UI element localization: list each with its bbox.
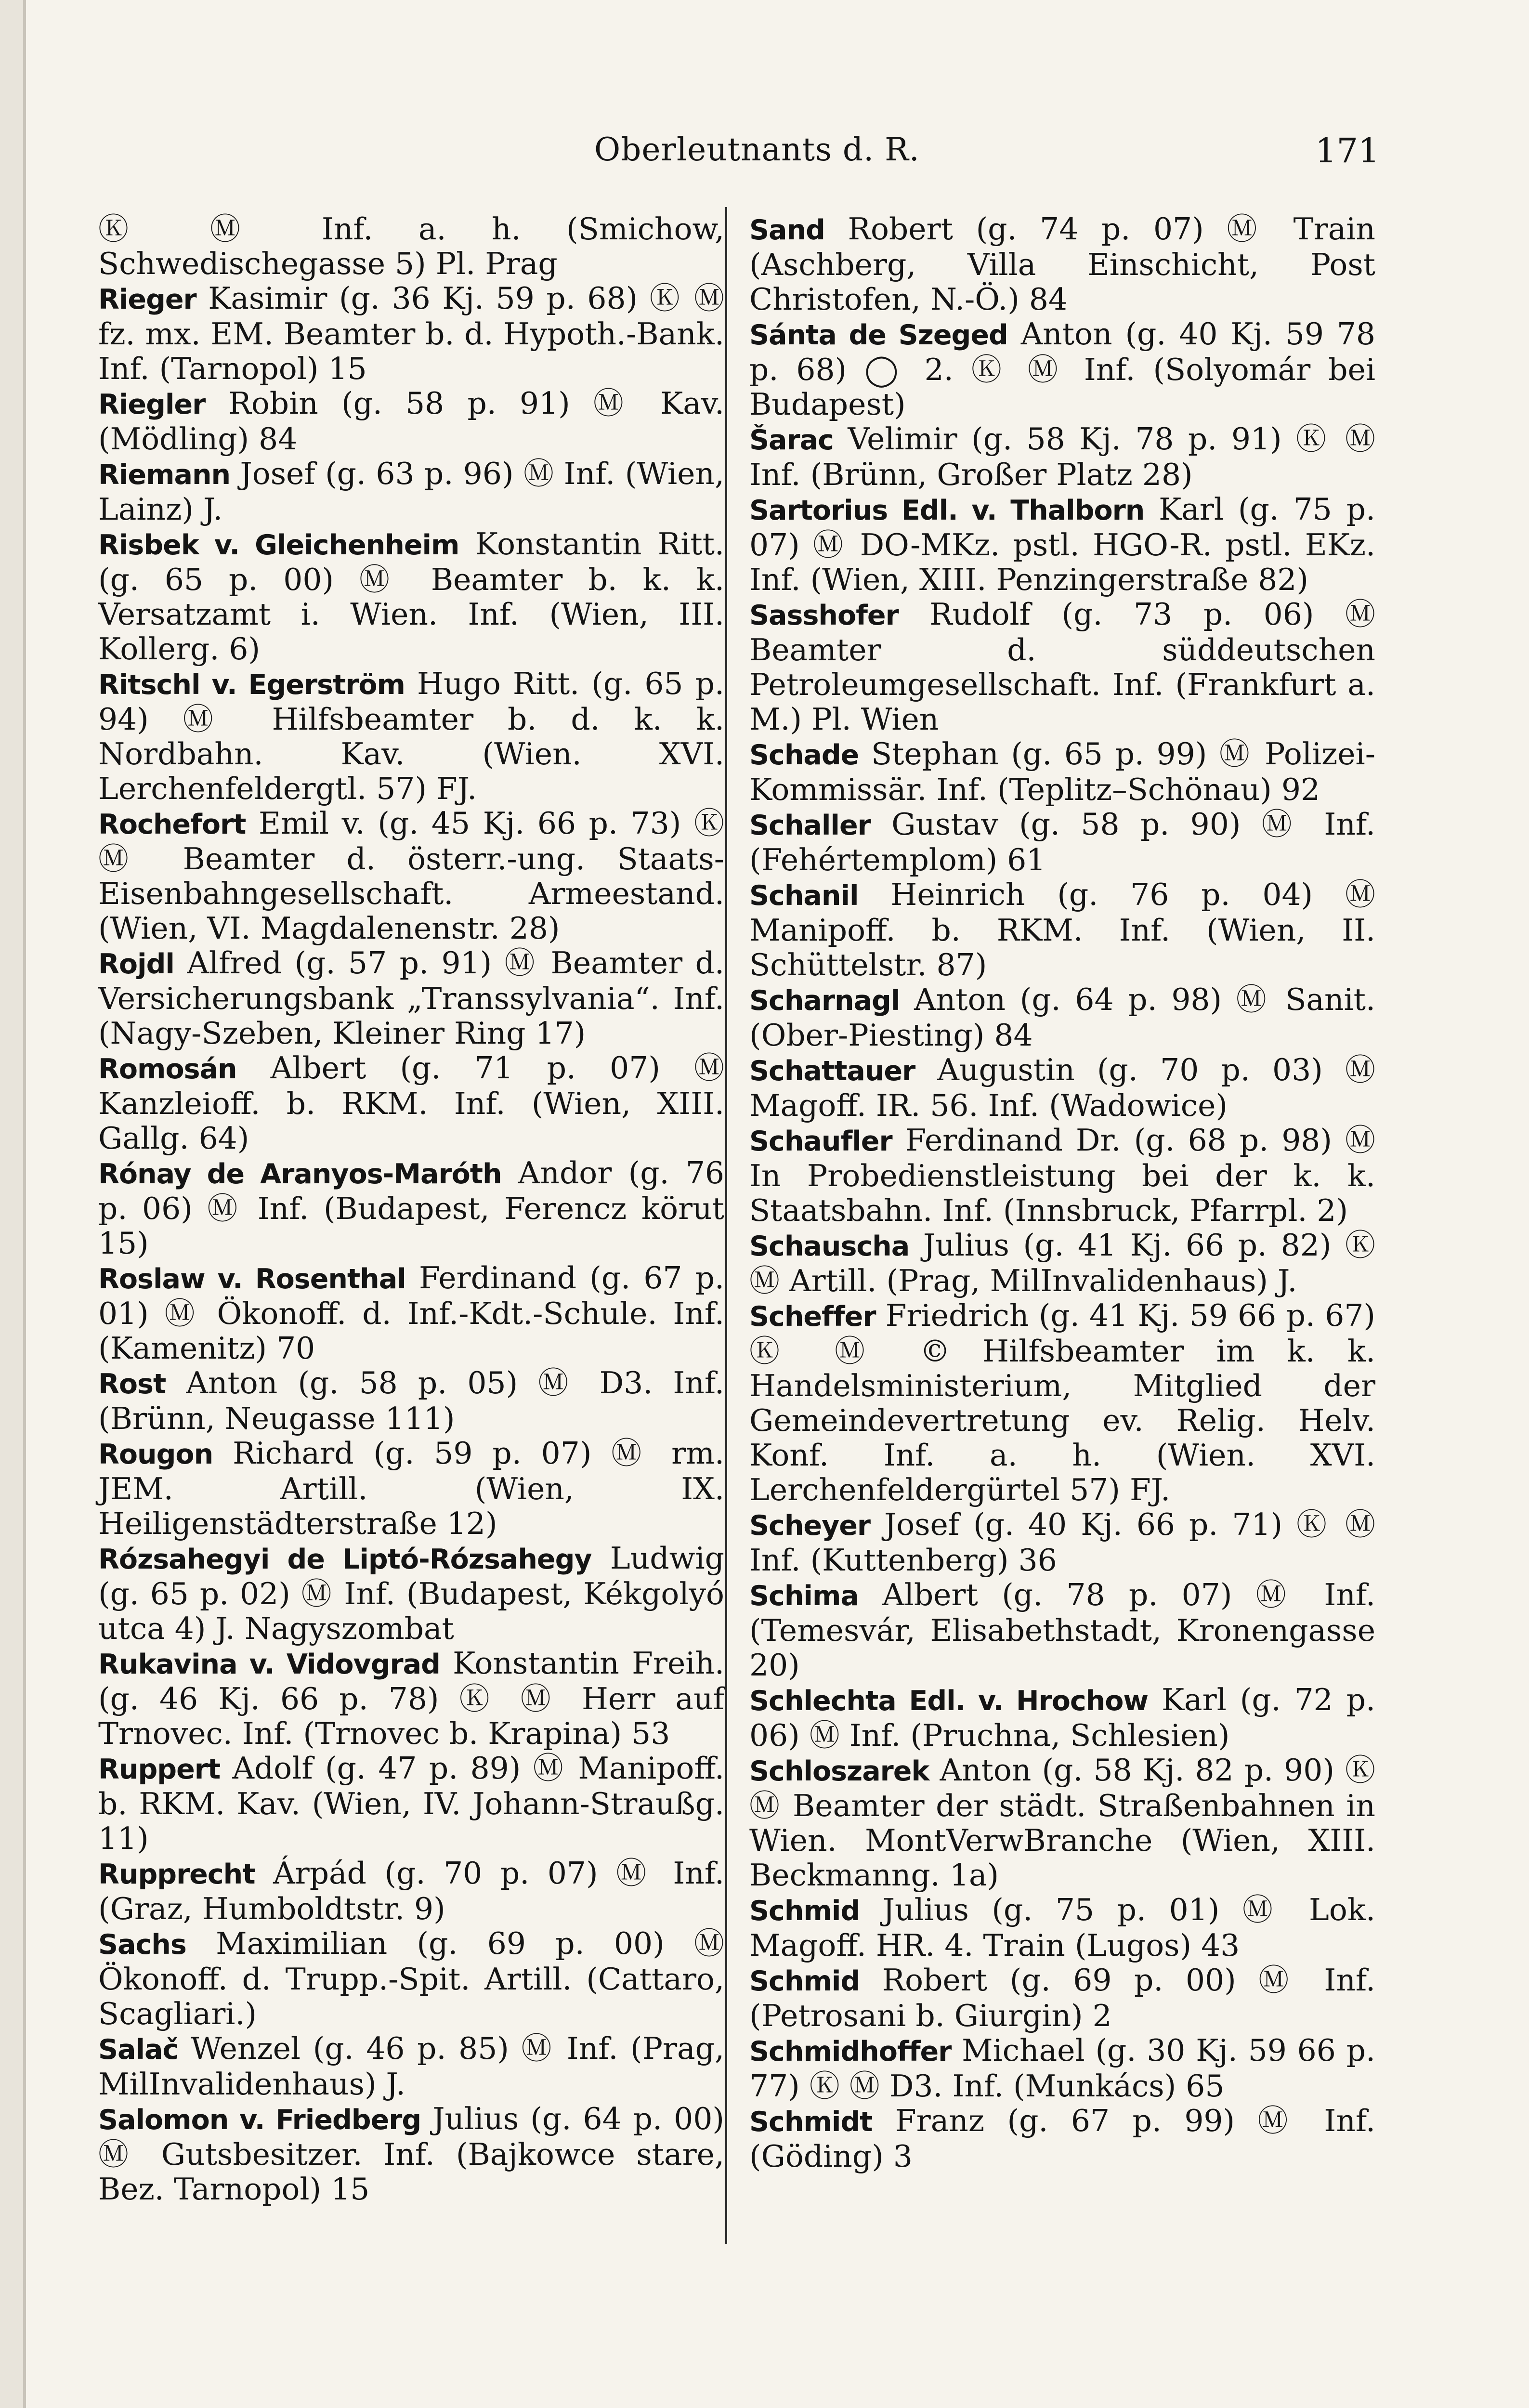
entry-text: Kasimir (g. 36 Kj. 59 p. 68) Ⓚ Ⓜ fz. mx. EM. Beamter b. d. Hypoth.-Bank. Inf. (Tarnopol) 15 — [98, 281, 724, 386]
directory-entry — [749, 422, 1375, 492]
entry-name: Schima — [749, 1580, 859, 1612]
entry-text: Velimir (g. 58 Kj. 78 p. 91) Ⓚ Ⓜ Inf. (Brünn, Großer Platz 28) — [749, 421, 1375, 492]
entry-text: Michael (g. 30 Kj. 59 66 p. 77) Ⓚ Ⓜ D3. Inf. (Munkács) 65 — [749, 2033, 1376, 2104]
entry-name: Rost — [98, 1368, 166, 1400]
entry-text: Ferdinand Dr. (g. 68 p. 98) Ⓜ In Probedienstleistung bei der k. k. Staatsbahn. Inf. (Innsbruck, Pfarrpl. 2) — [749, 1123, 1375, 1228]
right-column — [749, 212, 1375, 2174]
entry-text: Árpád (g. 70 p. 07) Ⓜ Inf. (Graz, Humboldtstr. 9) — [98, 1856, 724, 1926]
entry-name: Schmidt — [749, 2106, 873, 2138]
entry-name: Rochefort — [98, 809, 246, 840]
directory-entry — [749, 597, 1375, 737]
entry-name: Rougon — [98, 1439, 213, 1470]
entry-name: Roslaw v. Rosenthal — [98, 1263, 406, 1295]
directory-entry — [749, 877, 1375, 982]
entry-text: Karl (g. 72 p. 06) Ⓜ Inf. (Pruchna, Schlesien) — [749, 1682, 1376, 1753]
directory-entry — [98, 1646, 724, 1751]
entry-text: Julius (g. 75 p. 01) Ⓜ Lok. Magoff. HR. 4. Train (Lugos) 43 — [749, 1892, 1375, 1963]
entry-text: Richard (g. 59 p. 07) Ⓜ rm. JEM. Artill. (Wien, IX. Heiligenstädterstraße 12) — [98, 1436, 724, 1541]
directory-entry — [749, 1228, 1375, 1298]
directory-entry — [98, 1541, 724, 1646]
entry-text: Franz (g. 67 p. 99) Ⓜ Inf. (Göding) 3 — [749, 2103, 1375, 2174]
directory-entry — [98, 2102, 724, 2207]
entry-text: Robin (g. 58 p. 91) Ⓜ Kav. (Mödling) 84 — [98, 386, 724, 457]
directory-entry — [98, 1261, 724, 1366]
entry-name: Rukavina v. Vidovgrad — [98, 1649, 440, 1680]
directory-entry — [98, 212, 724, 281]
directory-entry — [98, 1926, 724, 2031]
column-divider — [725, 207, 727, 2244]
directory-entry — [749, 2033, 1375, 2104]
entry-text: Emil v. (g. 45 Kj. 66 p. 73) Ⓚ Ⓜ Beamter d. österr.-ung. Staats-Eisenbahngesellschaft. Armeestand. (Wien, VI. Magdalenenstr. 28) — [98, 806, 724, 946]
entry-text: Ⓚ Ⓜ Inf. a. h. (Smichow, Schwedischegasse 5) Pl. Prag — [98, 211, 724, 281]
entry-name: Scheyer — [749, 1510, 871, 1542]
directory-entry — [98, 1751, 724, 1856]
entry-text: Konstantin Freih. (g. 46 Kj. 66 p. 78) Ⓚ Ⓜ Herr auf Trnovec. Inf. (Trnovec b. Krapina) 53 — [98, 1646, 724, 1751]
directory-entry — [749, 1683, 1375, 1753]
entry-name: Schaufler — [749, 1125, 892, 1157]
directory-entry — [98, 2031, 724, 2102]
directory-entry — [98, 527, 724, 667]
entry-text: Konstantin Ritt. (g. 65 p. 00) Ⓜ Beamter b. k. k. Versatzamt i. Wien. Inf. (Wien, III. Kollerg. 6) — [98, 526, 724, 667]
entry-text: Augustin (g. 70 p. 03) Ⓜ Magoff. IR. 56. Inf. (Wadowice) — [749, 1052, 1376, 1123]
directory-entry — [98, 1051, 724, 1156]
entry-name: Rieger — [98, 284, 196, 315]
entry-text: Ferdinand (g. 67 p. 01) Ⓜ Ökonoff. d. Inf.-Kdt.-Schule. Inf. (Kamenitz) 70 — [98, 1260, 725, 1366]
directory-entry — [98, 1366, 724, 1436]
entry-name: Riemann — [98, 459, 231, 491]
entry-text: Robert (g. 69 p. 00) Ⓜ Inf. (Petrosani b. Giurgin) 2 — [749, 1963, 1375, 2033]
entry-text: Anton (g. 58 Kj. 82 p. 90) Ⓚ Ⓜ Beamter der städt. Straßenbahnen in Wien. MontVerwBranche (Wien, XIII. Beckmanng. 1a) — [749, 1753, 1375, 1893]
entry-name: Risbek v. Gleichenheim — [98, 529, 459, 561]
entry-name: Rónay de Aranyos-Maróth — [98, 1158, 502, 1190]
entry-text: Albert (g. 78 p. 07) Ⓜ Inf. (Temesvár, Elisabethstadt, Kronengasse 20) — [749, 1577, 1375, 1683]
entry-name: Šarac — [749, 424, 834, 456]
entry-name: Schanil — [749, 880, 859, 912]
entry-name: Sartorius Edl. v. Thalborn — [749, 495, 1145, 526]
directory-entry — [749, 1753, 1375, 1893]
entry-text: Ludwig (g. 65 p. 02) Ⓜ Inf. (Budapest, Kékgolyó utca 4) J. Nagyszombat — [98, 1541, 724, 1646]
entry-text: Josef (g. 40 Kj. 66 p. 71) Ⓚ Ⓜ Inf. (Kuttenberg) 36 — [749, 1507, 1376, 1578]
entry-text: Anton (g. 40 Kj. 59 78 p. 68) ◯ 2. Ⓚ Ⓜ Inf. (Solyomár bei Budapest) — [749, 316, 1376, 422]
directory-entry — [98, 806, 724, 946]
entry-name: Scheffer — [749, 1301, 876, 1333]
entry-text: Rudolf (g. 73 p. 06) Ⓜ Beamter d. süddeutschen Petroleumgesellschaft. Inf. (Frankfurt a. M.) Pl. Wien — [749, 597, 1375, 737]
directory-entry — [749, 737, 1375, 807]
entry-name: Schauscha — [749, 1230, 910, 1262]
entry-text: Adolf (g. 47 p. 89) Ⓜ Manipoff. b. RKM. Kav. (Wien, IV. Johann-Straußg. 11) — [98, 1751, 724, 1856]
entry-name: Rojdl — [98, 948, 174, 980]
entry-name: Schmid — [749, 1965, 860, 1997]
entry-name: Schattauer — [749, 1055, 915, 1087]
entry-name: Schmid — [749, 1895, 860, 1927]
entry-text: Albert (g. 71 p. 07) Ⓜ Kanzleioff. b. RKM. Inf. (Wien, XIII. Gallg. 64) — [98, 1050, 724, 1156]
entry-name: Sand — [749, 214, 825, 246]
entry-text: Hugo Ritt. (g. 65 p. 94) Ⓜ Hilfsbeamter b. d. k. k. Nordbahn. Kav. (Wien. XVI. Lerchenfeldergtl. 57) FJ. — [98, 666, 724, 806]
page-header-title: Oberleutnants d. R. — [594, 131, 920, 168]
directory-entry — [98, 1856, 724, 1926]
directory-entry — [98, 667, 724, 806]
entry-text: Anton (g. 58 p. 05) Ⓜ D3. Inf. (Brünn, Neugasse 111) — [98, 1365, 724, 1436]
entry-text: Anton (g. 64 p. 98) Ⓜ Sanit. (Ober-Piesting) 84 — [749, 982, 1376, 1053]
directory-entry — [98, 281, 724, 386]
entry-name: Scharnagl — [749, 985, 900, 1017]
entry-name: Schlechta Edl. v. Hrochow — [749, 1685, 1149, 1717]
entry-name: Sánta de Szeged — [749, 319, 1008, 351]
entry-name: Romosán — [98, 1053, 237, 1085]
entry-text: Julius (g. 64 p. 00) Ⓜ Gutsbesitzer. Inf. (Bajkowce stare, Bez. Tarnopol) 15 — [98, 2101, 724, 2207]
entry-name: Schaller — [749, 810, 871, 841]
entry-text: Robert (g. 74 p. 07) Ⓜ Train (Aschberg, Villa Einschicht, Post Christofen, N.-Ö.) 84 — [749, 211, 1375, 317]
entry-text: Josef (g. 63 p. 96) Ⓜ Inf. (Wien, Lainz) J. — [98, 456, 724, 527]
entry-text: Maximilian (g. 69 p. 00) Ⓜ Ökonoff. d. Trupp.-Spit. Artill. (Cattaro, Scagliari.) — [98, 1926, 724, 2031]
directory-entry — [98, 946, 724, 1051]
entry-text: Stephan (g. 65 p. 99) Ⓜ Polizei-Kommissär. Inf. (Teplitz–Schönau) 92 — [749, 736, 1375, 807]
directory-entry — [749, 1053, 1375, 1123]
directory-entry — [749, 982, 1375, 1053]
directory-entry — [749, 317, 1375, 422]
directory-entry — [98, 457, 724, 527]
entry-name: Schmidhoffer — [749, 2036, 952, 2068]
entry-name: Sasshofer — [749, 600, 899, 631]
page-edge — [0, 0, 26, 2408]
directory-entry — [749, 492, 1375, 597]
entry-text: Friedrich (g. 41 Kj. 59 66 p. 67) Ⓚ Ⓜ © Hilfsbeamter im k. k. Handelsministerium, Mitglied der Gemeindevertretung ev. Relig. Helv. Konf. Inf. a. h. (Wien. XVI. Lerchenfeldergürtel 57) FJ. — [749, 1298, 1376, 1507]
directory-entry — [749, 1298, 1375, 1507]
directory-entry — [98, 1156, 724, 1261]
directory-entry — [749, 212, 1375, 317]
directory-entry — [749, 1963, 1375, 2033]
entry-name: Riegler — [98, 389, 206, 420]
entry-text: Alfred (g. 57 p. 91) Ⓜ Beamter d. Versicherungsbank „Transsylvania“. Inf. (Nagy-Szeben, Kleiner Ring 17) — [98, 945, 724, 1051]
directory-entry — [98, 1436, 724, 1541]
left-column — [98, 212, 724, 2207]
entry-name: Ritschl v. Egerström — [98, 669, 405, 701]
entry-text: Gustav (g. 58 p. 90) Ⓜ Inf. (Fehértemplom) 61 — [749, 807, 1375, 877]
entry-name: Sachs — [98, 1929, 186, 1961]
entry-text: Wenzel (g. 46 p. 85) Ⓜ Inf. (Prag, MilInvalidenhaus) J. — [98, 2031, 724, 2102]
entry-text: Karl (g. 75 p. 07) Ⓜ DO-MKz. pstl. HGO-R. pstl. EKz. Inf. (Wien, XIII. Penzingerstraße 82) — [749, 492, 1375, 597]
entry-text: Julius (g. 41 Kj. 66 p. 82) Ⓚ Ⓜ Artill. (Prag, MilInvalidenhaus) J. — [749, 1228, 1375, 1298]
page-number: 171 — [1315, 131, 1380, 170]
directory-entry — [98, 386, 724, 457]
entry-name: Rózsahegyi de Liptó-Rózsahegy — [98, 1544, 592, 1575]
directory-entry — [749, 1893, 1375, 1963]
entry-name: Schloszarek — [749, 1755, 929, 1787]
directory-entry — [749, 807, 1375, 877]
directory-entry — [749, 1123, 1375, 1228]
directory-entry — [749, 1507, 1375, 1578]
entry-name: Salač — [98, 2034, 179, 2066]
entry-name: Schade — [749, 739, 859, 771]
entry-name: Ruppert — [98, 1754, 221, 1785]
entry-text: Andor (g. 76 p. 06) Ⓜ Inf. (Budapest, Ferencz körut 15) — [98, 1155, 724, 1261]
entry-name: Rupprecht — [98, 1858, 255, 1890]
directory-entry — [749, 2104, 1375, 2174]
entry-name: Salomon v. Friedberg — [98, 2104, 421, 2136]
directory-entry — [749, 1578, 1375, 1683]
entry-text: Heinrich (g. 76 p. 04) Ⓜ Manipoff. b. RKM. Inf. (Wien, II. Schüttelstr. 87) — [749, 877, 1375, 982]
